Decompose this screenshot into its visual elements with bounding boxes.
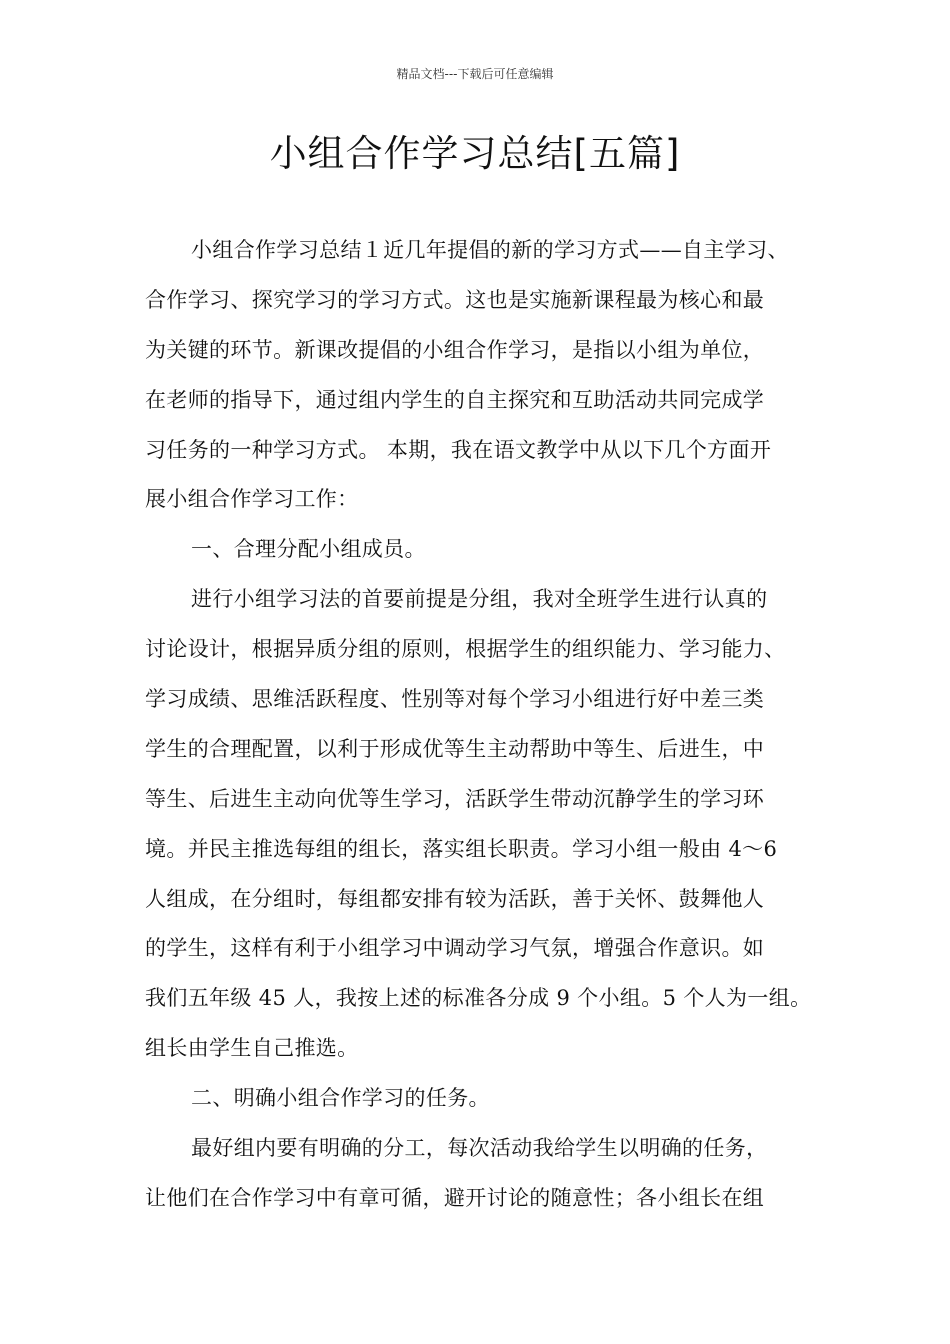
section-heading: 二、明确小组合作学习的任务。	[191, 1086, 490, 1111]
paragraph-line: 的学生，这样有利于小组学习中调动学习气氛，增强合作意识。如	[145, 936, 765, 961]
document-body	[145, 226, 835, 1224]
paragraph-line: 展小组合作学习工作：	[145, 487, 359, 512]
paragraph-line: 为关键的环节。新课改提倡的小组合作学习，是指以小组为单位，	[145, 337, 765, 362]
paragraph-line: 合作学习、探究学习的学习方式。这也是实施新课程最为核心和最	[145, 287, 765, 312]
paragraph-line: 最好组内要有明确的分工，每次活动我给学生以明确的任务，	[191, 1136, 768, 1161]
paragraph-line: 组长由学生自己推选。	[145, 1036, 359, 1061]
paragraph-line: 让他们在合作学习中有章可循，避开讨论的随意性；各小组长在组	[145, 1185, 765, 1210]
paragraph-line: 进行小组学习法的首要前提是分组，我对全班学生进行认真的	[191, 587, 768, 612]
paragraph-line: 学生的合理配置，以利于形成优等生主动帮助中等生、后进生，中	[145, 736, 765, 761]
paragraph-line: 在老师的指导下，通过组内学生的自主探究和互助活动共同完成学	[145, 387, 765, 412]
paragraph-line: 境。并民主推选每组的组长，落实组长职责。学习小组一般由 4～6	[145, 836, 778, 861]
paragraph-line: 我们五年级 45 人，我按上述的标准各分成 9 个小组。5 个人为一组。	[145, 986, 812, 1011]
paragraph-line: 人组成，在分组时，每组都安排有较为活跃，善于关怀、鼓舞他人	[145, 886, 765, 911]
paragraph-line: 小组合作学习总结１近几年提倡的新的学习方式——自主学习、	[191, 238, 789, 262]
document-title: 小组合作学习总结[五篇]	[269, 132, 681, 175]
paragraph-line: 习任务的一种学习方式。 本期，我在语文教学中从以下几个方面开	[145, 437, 772, 462]
header-note: 精品文档---下载后可任意编辑	[396, 67, 554, 81]
paragraph-line: 讨论设计，根据异质分组的原则，根据学生的组织能力、学习能力、	[145, 637, 786, 662]
paragraph-line: 学习成绩、思维活跃程度、性别等对每个学习小组进行好中差三类	[145, 687, 765, 712]
paragraph-line: 等生、后进生主动向优等生学习，活跃学生带动沉静学生的学习环	[145, 786, 765, 811]
section-heading: 一、合理分配小组成员。	[191, 537, 426, 562]
